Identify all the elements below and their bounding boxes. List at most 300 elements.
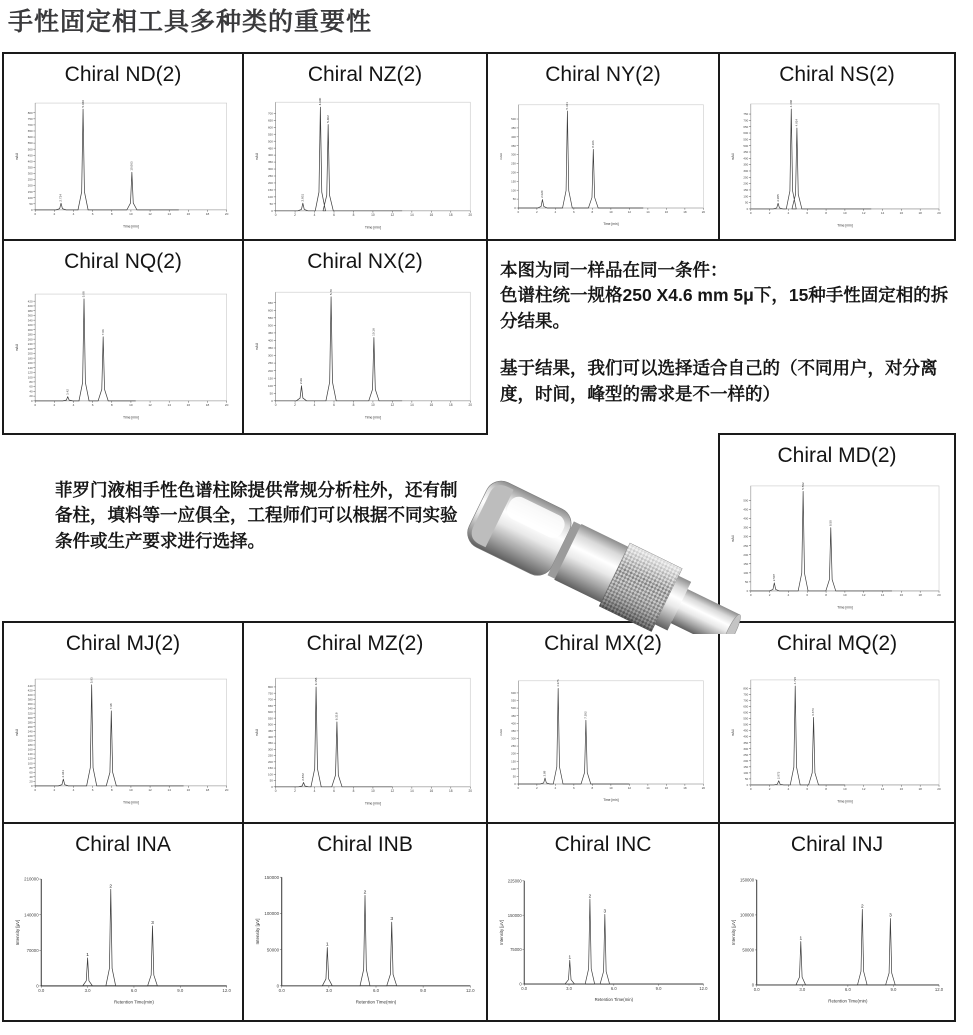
svg-text:2: 2 [294,788,297,793]
svg-text:20: 20 [468,788,473,793]
svg-text:100: 100 [27,761,33,766]
svg-text:400: 400 [268,153,274,158]
svg-text:80: 80 [29,765,33,770]
svg-text:0: 0 [746,588,749,593]
svg-text:0: 0 [34,787,37,792]
svg-text:500: 500 [27,147,33,152]
chromatogram-chiral-mj2 [11,655,235,822]
svg-text:12.0: 12.0 [699,985,708,991]
svg-text:0: 0 [519,981,522,987]
svg-text:10: 10 [843,787,847,792]
svg-text:140000: 140000 [24,911,39,917]
svg-text:400: 400 [743,516,749,521]
column-fitting-image [440,462,742,634]
svg-text:50: 50 [269,778,274,783]
svg-text:12: 12 [148,402,152,407]
svg-text:600: 600 [268,125,274,130]
svg-text:600: 600 [511,691,516,696]
svg-text:0: 0 [271,208,274,213]
svg-text:10: 10 [609,210,613,215]
svg-text:2: 2 [768,592,771,597]
chromatogram-chiral-nd2 [11,86,235,239]
svg-text:700: 700 [27,123,33,128]
svg-text:800: 800 [27,110,33,115]
svg-text:0: 0 [517,786,520,791]
svg-text:750: 750 [743,112,749,117]
svg-text:100000: 100000 [739,912,755,918]
svg-text:Time [min]: Time [min] [837,223,853,228]
svg-text:16: 16 [429,403,434,408]
svg-text:0: 0 [749,592,752,597]
svg-text:360: 360 [27,313,33,318]
chromatogram-chiral-inb [251,856,478,1020]
svg-text:5.040: 5.040 [80,100,85,108]
svg-text:100: 100 [511,188,516,193]
svg-text:100: 100 [268,194,274,199]
svg-text:Time [min]: Time [min] [603,222,619,227]
svg-text:18: 18 [918,592,922,597]
svg-text:16: 16 [186,211,191,216]
svg-text:10.063: 10.063 [129,161,134,171]
svg-text:2: 2 [363,890,367,896]
svg-text:350: 350 [27,165,33,170]
svg-text:12: 12 [148,211,152,216]
svg-text:9.0: 9.0 [890,986,897,992]
svg-text:14: 14 [646,786,650,791]
svg-text:250: 250 [27,177,33,182]
svg-text:280: 280 [27,332,33,337]
svg-text:200: 200 [268,369,274,374]
svg-text:450: 450 [268,728,274,733]
svg-text:16: 16 [664,210,668,215]
panel-title-chiral-nz2: Chiral NZ(2) [307,63,423,86]
svg-text:250: 250 [268,361,274,366]
svg-text:100: 100 [268,772,274,777]
svg-text:6: 6 [572,786,575,791]
svg-text:4: 4 [313,403,316,408]
svg-text:2.66: 2.66 [299,378,304,385]
svg-text:500: 500 [743,498,749,503]
svg-text:0: 0 [749,211,752,216]
svg-text:150000: 150000 [739,877,755,883]
svg-text:280: 280 [27,720,33,725]
svg-text:mAU: mAU [15,728,20,737]
svg-text:150: 150 [268,187,274,192]
svg-text:6: 6 [91,402,94,407]
svg-text:100: 100 [511,767,516,772]
svg-text:Retention Time(min): Retention Time(min) [114,999,154,1005]
svg-text:mAU: mAU [730,534,735,542]
svg-text:300: 300 [511,736,516,741]
svg-text:300: 300 [743,746,749,751]
svg-text:0.0: 0.0 [521,985,528,991]
svg-text:6: 6 [806,211,809,216]
svg-text:0: 0 [34,211,37,216]
svg-text:6: 6 [806,592,809,597]
svg-text:75000: 75000 [509,946,522,952]
svg-text:9.0: 9.0 [655,985,662,991]
svg-text:2.831: 2.831 [300,193,305,202]
svg-text:650: 650 [268,301,274,306]
svg-text:200: 200 [268,180,274,185]
svg-text:10: 10 [371,403,375,408]
svg-text:mAU: mAU [255,152,260,161]
panel-chiral-mq2 [718,621,956,824]
svg-text:600: 600 [743,131,749,136]
svg-text:2: 2 [768,211,771,216]
svg-text:100: 100 [743,194,749,199]
svg-text:150: 150 [743,188,749,193]
sample-note-para2: 基于结果，我们可以选择适合自己的（不同用户，对分离度，时间，峰型的需求是不一样的） [500,358,938,404]
svg-text:150000: 150000 [264,875,280,881]
svg-text:250: 250 [268,174,274,179]
svg-text:300: 300 [268,167,274,172]
svg-text:0: 0 [746,207,749,212]
svg-text:40: 40 [29,774,33,779]
svg-text:mAU: mAU [498,153,503,161]
panel-chiral-ny2 [486,52,720,241]
svg-text:20: 20 [225,211,229,216]
svg-text:150: 150 [743,561,749,566]
svg-text:400: 400 [743,734,749,739]
svg-text:3: 3 [390,917,394,923]
svg-text:250: 250 [511,744,516,749]
chromatogram-chiral-nq2 [11,273,235,433]
svg-text:225000: 225000 [507,878,522,884]
svg-text:80: 80 [29,379,33,384]
svg-text:6.0: 6.0 [844,986,851,992]
svg-text:9.0: 9.0 [177,987,184,993]
svg-text:750: 750 [27,116,33,121]
svg-text:2.88: 2.88 [542,771,547,777]
svg-text:8: 8 [825,592,827,597]
product-note [55,478,463,554]
svg-text:450: 450 [268,331,274,336]
svg-text:300: 300 [27,171,33,176]
svg-text:mAU: mAU [498,729,503,737]
svg-text:6.318: 6.318 [334,712,339,721]
svg-text:Time [min]: Time [min] [123,800,139,805]
svg-text:0: 0 [276,983,280,989]
svg-text:14: 14 [410,788,414,793]
svg-text:120: 120 [27,756,33,761]
svg-text:550: 550 [268,132,274,137]
svg-text:14: 14 [167,211,172,216]
svg-text:450: 450 [511,126,516,131]
svg-text:0: 0 [514,206,516,211]
svg-text:2.872: 2.872 [301,773,306,781]
svg-text:300: 300 [27,715,33,720]
svg-text:100: 100 [268,384,274,389]
svg-text:500: 500 [743,722,749,727]
panel-title-chiral-nd2: Chiral ND(2) [64,63,182,86]
panel-title-chiral-mx2: Chiral MX(2) [544,632,662,655]
svg-text:2: 2 [109,883,113,889]
svg-text:8: 8 [111,211,113,216]
svg-text:18: 18 [449,403,453,408]
svg-text:10: 10 [129,787,133,792]
svg-text:18: 18 [205,402,210,407]
svg-text:100: 100 [743,771,749,776]
svg-text:0: 0 [274,788,277,793]
svg-text:18: 18 [205,787,210,792]
panel-chiral-inc [486,822,720,1022]
svg-text:5.70: 5.70 [329,289,334,296]
svg-text:6: 6 [333,403,336,408]
svg-text:300: 300 [511,152,516,157]
svg-text:0: 0 [517,210,520,215]
svg-text:320: 320 [27,322,33,327]
svg-text:340: 340 [27,706,33,711]
svg-text:Time [min]: Time [min] [365,225,382,230]
svg-text:14: 14 [880,592,885,597]
svg-text:250: 250 [268,753,274,758]
svg-text:2: 2 [535,786,538,791]
svg-text:250: 250 [743,543,749,548]
svg-text:250: 250 [743,175,749,180]
panel-chiral-inb [242,822,488,1022]
svg-text:250: 250 [511,161,516,166]
svg-text:20: 20 [937,592,941,597]
svg-text:14: 14 [410,212,414,217]
svg-text:2: 2 [53,211,56,216]
svg-text:400: 400 [511,135,516,140]
svg-text:50: 50 [745,777,749,782]
svg-text:mAU: mAU [730,729,735,737]
svg-text:14: 14 [167,402,172,407]
svg-text:4: 4 [787,592,790,597]
svg-text:8: 8 [825,787,827,792]
svg-text:50: 50 [512,197,516,202]
svg-text:3.0: 3.0 [326,988,333,994]
svg-text:12: 12 [390,788,395,793]
svg-text:240: 240 [27,729,33,734]
svg-text:10: 10 [371,212,375,217]
chromatogram-chiral-mq2 [727,655,947,822]
svg-text:700: 700 [743,698,749,703]
svg-text:9.0: 9.0 [420,988,427,994]
svg-text:16: 16 [186,402,191,407]
svg-text:500: 500 [511,117,516,122]
panel-chiral-md2 [718,433,956,623]
svg-text:4: 4 [787,787,790,792]
svg-text:40: 40 [29,389,33,394]
svg-text:260: 260 [27,724,33,729]
svg-text:50: 50 [269,391,274,396]
svg-text:12.0: 12.0 [466,988,475,994]
svg-text:14: 14 [410,403,414,408]
svg-text:360: 360 [27,702,33,707]
svg-text:50: 50 [512,774,516,779]
svg-text:500: 500 [511,706,516,711]
svg-text:18: 18 [683,210,687,215]
svg-text:200: 200 [268,759,274,764]
svg-text:4: 4 [72,211,75,216]
svg-text:100000: 100000 [264,911,280,917]
svg-text:1: 1 [568,954,571,960]
svg-text:6.0: 6.0 [131,987,138,993]
svg-text:450: 450 [743,728,749,733]
svg-text:4.726: 4.726 [792,677,797,685]
svg-text:150: 150 [268,766,274,771]
svg-text:2.507: 2.507 [772,573,777,581]
svg-text:450: 450 [743,507,749,512]
svg-text:4: 4 [72,787,75,792]
svg-text:700: 700 [268,111,274,116]
svg-text:750: 750 [743,692,749,697]
svg-text:18: 18 [449,788,453,793]
svg-text:8: 8 [352,788,355,793]
panel-chiral-mx2 [486,621,720,824]
svg-text:2.620: 2.620 [540,190,545,199]
svg-text:180: 180 [27,355,33,360]
svg-text:2.905: 2.905 [775,194,780,202]
svg-text:3.0: 3.0 [84,987,91,993]
panel-chiral-nq2 [2,239,244,435]
svg-text:8: 8 [825,211,827,216]
svg-text:320: 320 [27,711,33,716]
svg-text:20: 20 [937,211,941,216]
chromatogram-chiral-ny2 [495,86,711,239]
svg-text:18: 18 [683,786,687,791]
svg-text:700: 700 [743,118,749,123]
svg-text:550: 550 [268,716,274,721]
svg-text:500: 500 [268,139,274,144]
panel-title-chiral-ns2: Chiral NS(2) [779,63,895,86]
svg-text:4: 4 [554,210,557,215]
svg-text:0.0: 0.0 [278,988,286,994]
svg-text:0: 0 [746,783,749,788]
svg-text:180: 180 [27,743,33,748]
svg-text:5.93: 5.93 [89,677,94,684]
panel-chiral-inj [718,822,956,1022]
svg-text:mAU: mAU [255,728,260,737]
svg-text:260: 260 [27,336,33,341]
svg-text:Intensity [μV]: Intensity [μV] [15,919,21,945]
svg-text:2.724: 2.724 [58,194,63,202]
svg-text:200: 200 [511,752,516,757]
svg-text:8.50: 8.50 [828,519,833,526]
svg-text:3: 3 [889,913,892,919]
svg-text:550: 550 [743,716,749,721]
svg-text:mAU: mAU [15,343,20,351]
svg-text:0: 0 [271,784,274,789]
panel-title-chiral-nx2: Chiral NX(2) [307,250,423,273]
svg-text:4.376: 4.376 [555,679,560,688]
svg-text:300: 300 [27,327,33,332]
svg-text:14: 14 [646,210,650,215]
svg-text:100: 100 [27,374,33,379]
panel-title-chiral-inb: Chiral INB [317,833,413,856]
svg-text:500: 500 [268,722,274,727]
svg-text:160: 160 [27,747,33,752]
svg-text:150: 150 [27,189,33,194]
chromatogram-chiral-mz2 [251,655,478,822]
svg-text:0: 0 [749,787,752,792]
svg-text:350: 350 [511,729,516,734]
svg-text:3: 3 [151,920,154,926]
svg-text:2: 2 [294,212,297,217]
panel-title-chiral-inc: Chiral INC [554,833,652,856]
svg-text:550: 550 [268,316,274,321]
svg-text:150: 150 [743,765,749,770]
svg-text:400: 400 [27,303,33,308]
svg-text:350: 350 [268,741,274,746]
svg-text:2: 2 [53,402,56,407]
svg-text:4.338: 4.338 [788,100,793,108]
svg-text:2: 2 [53,787,56,792]
svg-text:16: 16 [429,788,434,793]
svg-text:50: 50 [745,579,749,584]
svg-text:200: 200 [511,170,516,175]
svg-text:5.562: 5.562 [800,482,805,490]
svg-text:650: 650 [268,118,274,123]
svg-text:Intensity [μV]: Intensity [μV] [730,919,736,945]
svg-text:400: 400 [268,734,274,739]
svg-text:6.0: 6.0 [610,985,617,991]
svg-text:Retention Time(min): Retention Time(min) [594,996,633,1002]
svg-text:12: 12 [862,592,866,597]
svg-text:Time [min]: Time [min] [123,224,139,229]
panel-chiral-mz2 [242,621,488,824]
svg-text:Retention Time(min): Retention Time(min) [828,997,868,1003]
svg-text:7.98: 7.98 [109,703,114,710]
svg-text:12.0: 12.0 [222,987,232,993]
svg-text:18: 18 [918,787,922,792]
svg-text:200: 200 [743,759,749,764]
svg-text:50: 50 [269,201,274,206]
panel-chiral-nz2 [242,52,488,241]
svg-text:300: 300 [743,169,749,174]
svg-text:Time [min]: Time [min] [365,416,382,421]
svg-text:550: 550 [27,141,33,146]
svg-text:240: 240 [27,341,33,346]
svg-text:5.341: 5.341 [564,102,569,110]
svg-text:650: 650 [27,129,33,134]
svg-text:4: 4 [787,211,790,216]
page-title: 手性固定相工具多种类的重要性 [8,8,373,36]
svg-text:0: 0 [274,212,277,217]
svg-text:12: 12 [627,210,631,215]
panel-title-chiral-mz2: Chiral MZ(2) [306,632,424,655]
svg-text:450: 450 [268,146,274,151]
svg-text:2.973: 2.973 [776,771,781,780]
svg-text:10: 10 [843,211,847,216]
chromatogram-chiral-ina [11,856,235,1020]
svg-text:12: 12 [627,786,631,791]
svg-text:10: 10 [843,592,847,597]
sample-note-line2: 色谱柱统一规格250 X4.6 mm 5μ下，15种手性固定相的拆分结果。 [500,285,949,331]
svg-text:200: 200 [27,183,33,188]
svg-text:Time [min]: Time [min] [837,604,853,609]
svg-text:3.0: 3.0 [799,986,806,992]
svg-text:400: 400 [268,338,274,343]
svg-text:5.08: 5.08 [81,290,86,297]
svg-text:6: 6 [91,211,94,216]
svg-text:220: 220 [27,346,33,351]
svg-text:0: 0 [31,398,33,403]
panel-title-chiral-inj: Chiral INJ [790,833,884,856]
svg-text:16: 16 [664,786,668,791]
svg-text:380: 380 [27,697,33,702]
svg-text:20: 20 [29,779,33,784]
svg-text:14: 14 [167,787,172,792]
svg-text:800: 800 [743,686,749,691]
svg-text:10.16: 10.16 [371,328,376,337]
svg-text:450: 450 [27,153,33,158]
product-note-text: 菲罗门液相手性色谱柱除提供常规分析柱外，还有制备柱，填料等一应俱全，工程师们可以根据不同实验条件或生产要求进行选择。 [55,480,458,551]
svg-text:3.0: 3.0 [566,985,572,991]
